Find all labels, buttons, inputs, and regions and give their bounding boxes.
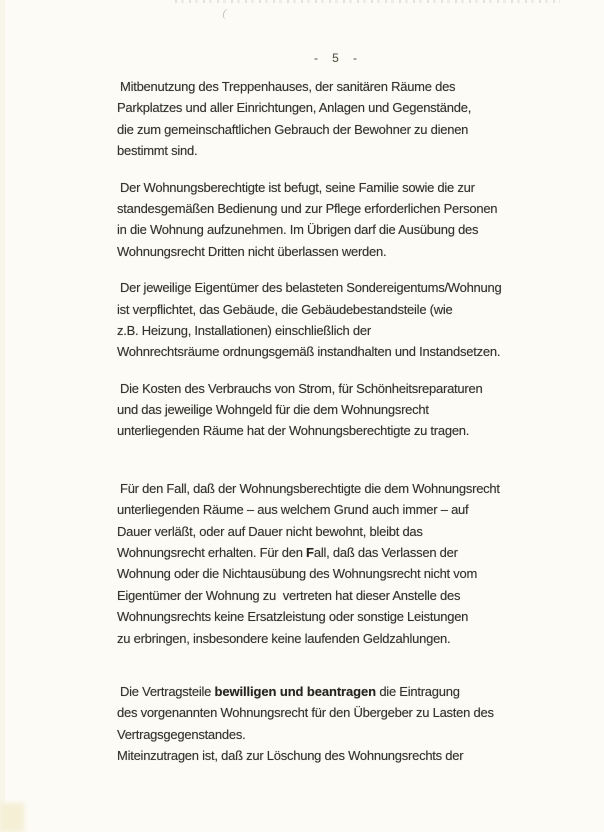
text-run: Für den Fall, daß der Wohnungsberechtigte die dem Wohnungsrecht <box>120 480 500 496</box>
text-run: unterliegenden Räume – aus welchem Grund auch immer – auf <box>117 502 469 518</box>
text-line <box>117 219 547 240</box>
text-run: bestimmt sind. <box>117 143 198 159</box>
text-run: ist verpflichtet, das Gebäude, die Gebäudebestandsteile (wie <box>117 301 453 317</box>
text-run: Der jeweilige Eigentümer des belasteten Sondereigentums/Wohnung <box>120 280 502 296</box>
text-line <box>117 585 547 606</box>
text-line <box>117 277 547 298</box>
text-run: des vorgenannten Wohnungsrecht für den Übergeber zu Lasten des <box>117 705 494 721</box>
text-run: Miteinzutragen ist, daß zur Löschung des Wohnungsrechts der <box>117 748 464 764</box>
page-number: - 5 - <box>314 51 360 65</box>
text-run: Vertragsgegenstandes. <box>117 726 246 742</box>
text-line <box>117 724 547 745</box>
text-run: Wohnungsrecht erhalten. Für den <box>117 545 307 561</box>
text-run: die zum gemeinschaftlichen Gebrauch der Bewohner zu dienen <box>117 121 469 137</box>
text-run: all, daß das Verlassen der <box>313 545 458 561</box>
text-line <box>117 119 547 140</box>
paragraph <box>117 478 547 649</box>
text-line <box>117 420 547 441</box>
text-line <box>117 702 547 723</box>
paragraph <box>117 277 547 363</box>
text-run: die Eintragung <box>375 683 460 699</box>
text-line <box>117 299 547 320</box>
text-line <box>117 681 547 702</box>
text-run: Wohnung oder die Nichtausübung des Wohnungsrecht nicht vom <box>117 566 478 582</box>
text-line <box>117 542 547 563</box>
bold-text-run: bewilligen und beantragen <box>214 683 376 699</box>
text-line <box>117 76 547 97</box>
text-line <box>117 198 547 219</box>
text-line <box>117 399 547 420</box>
text-run: Wohnungsrechts keine Ersatzleistung oder sonstige Leistungen <box>117 609 469 625</box>
paragraph <box>117 177 547 263</box>
text-line <box>117 341 547 362</box>
text-run: Der Wohnungsberechtigte ist befugt, seine Familie sowie die zur <box>120 179 475 195</box>
text-run: Mitbenutzung des Treppenhauses, der sanitären Räume des <box>120 79 456 94</box>
text-line <box>117 628 547 649</box>
text-run: Dauer verläßt, oder auf Dauer nicht bewohnt, bleibt das <box>117 523 423 539</box>
text-run: unterliegenden Räume hat der Wohnungsberechtigte zu tragen. <box>117 423 470 439</box>
text-line <box>117 241 547 262</box>
text-line <box>117 563 547 584</box>
bold-text-run: F <box>306 545 314 561</box>
text-run: Parkplatzes und aller Einrichtungen, Anlagen und Gegenstände, <box>117 100 472 116</box>
paragraph <box>117 76 547 162</box>
text-line <box>117 320 547 341</box>
scan-corner-smudge-artifact <box>0 803 24 832</box>
text-line <box>117 140 547 161</box>
paragraph <box>117 681 547 767</box>
paragraph <box>117 378 547 442</box>
text-line <box>117 606 547 627</box>
text-line <box>117 745 547 766</box>
text-line <box>117 378 547 399</box>
text-run: standesgemäßen Bedienung und zur Pflege erforderlichen Personen <box>117 200 498 216</box>
text-line <box>117 499 547 520</box>
text-line <box>117 521 547 542</box>
text-run: in die Wohnung aufzunehmen. Im Übrigen darf die Ausübung des <box>117 222 479 238</box>
scan-edge-tint <box>0 0 5 832</box>
text-run: und das jeweilige Wohngeld für die dem Wohnungsrecht <box>117 402 429 418</box>
text-run: Eigentümer der Wohnung zu vertreten hat dieser Anstelle des <box>117 587 461 603</box>
document-body <box>117 76 547 767</box>
text-run: z.B. Heizung, Installationen) einschließlich der <box>117 322 371 338</box>
text-run: Wohnrechtsräume ordnungsgemäß instandhalten und Instandsetzen. <box>117 344 501 360</box>
text-line <box>117 478 547 499</box>
text-run: Die Vertragsteile <box>120 683 215 699</box>
scan-top-speckle-artifact <box>175 0 560 3</box>
text-run: Wohnungsrecht Dritten nicht überlassen werden. <box>117 243 387 259</box>
text-run: zu erbringen, insbesondere keine laufenden Geldzahlungen. <box>117 630 451 646</box>
text-run: Die Kosten des Verbrauchs von Strom, für Schönheitsreparaturen <box>120 380 483 396</box>
scan-curve-mark-artifact <box>222 8 234 21</box>
text-line <box>117 97 547 118</box>
text-line <box>117 177 547 198</box>
